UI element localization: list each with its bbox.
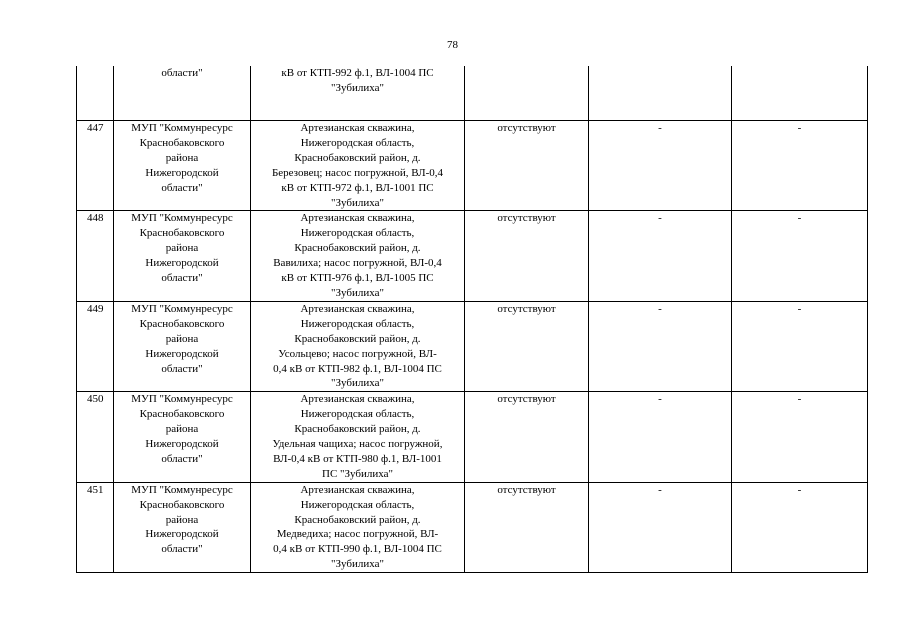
row-number: 449 bbox=[77, 301, 114, 391]
object-line: "Зубилиха" bbox=[331, 377, 384, 390]
organization-line: Нижегородской bbox=[145, 528, 219, 541]
status-cell: отсутствуют bbox=[465, 482, 589, 572]
object-line: 0,4 кВ от КТП-990 ф.1, ВЛ-1004 ПС bbox=[273, 543, 442, 556]
page-number: 78 bbox=[447, 39, 458, 51]
row-number: 448 bbox=[77, 211, 114, 301]
organization-line: области" bbox=[161, 181, 203, 194]
status-cell bbox=[465, 66, 589, 121]
status-cell: отсутствуют bbox=[465, 211, 589, 301]
organization-line: МУП "Коммунресурс bbox=[131, 393, 233, 406]
organization-cell bbox=[114, 121, 251, 211]
object-line: Нижегородская область, bbox=[300, 408, 415, 421]
organization-line: Краснобаковского bbox=[139, 136, 225, 149]
object-line: Нижегородская область, bbox=[300, 498, 415, 511]
object-cell bbox=[251, 392, 465, 482]
table-row bbox=[77, 211, 868, 301]
object-line: Вавилиха; насос погружной, ВЛ-0,4 bbox=[273, 257, 442, 270]
object-line: Артезианская скважина, bbox=[300, 302, 415, 315]
organization-line: Нижегородской bbox=[145, 166, 219, 179]
status-cell: отсутствуют bbox=[465, 301, 589, 391]
object-cell bbox=[251, 211, 465, 301]
object-cell bbox=[251, 482, 465, 572]
object-line: Удельная чащиха; насос погружной, bbox=[272, 438, 443, 451]
status-cell: отсутствуют bbox=[465, 121, 589, 211]
object-line: Артезианская скважина, bbox=[300, 393, 415, 406]
col5-cell: - bbox=[589, 392, 732, 482]
col6-cell: - bbox=[732, 392, 868, 482]
organization-line: МУП "Коммунресурс bbox=[131, 212, 233, 225]
object-line: Краснобаковский район, д. bbox=[294, 332, 421, 345]
organization-cell bbox=[114, 482, 251, 572]
col5-cell: - bbox=[589, 121, 732, 211]
object-line: кВ от КТП-976 ф.1, ВЛ-1005 ПС bbox=[281, 272, 434, 285]
object-line: "Зубилиха" bbox=[331, 286, 384, 299]
object-line: Артезианская скважина, bbox=[300, 212, 415, 225]
organization-cell bbox=[114, 301, 251, 391]
object-line: Медведиха; насос погружной, ВЛ- bbox=[276, 528, 439, 541]
row-number: 447 bbox=[77, 121, 114, 211]
row-number: 451 bbox=[77, 482, 114, 572]
organization-line: Нижегородской bbox=[145, 347, 219, 360]
registry-table-body bbox=[77, 66, 868, 573]
table-row bbox=[77, 301, 868, 391]
organization-line: района bbox=[165, 151, 199, 164]
organization-line: области" bbox=[161, 67, 203, 79]
organization-line: района bbox=[165, 332, 199, 345]
object-line: ПС "Зубилиха" bbox=[322, 467, 393, 480]
col5-cell: - bbox=[589, 301, 732, 391]
object-line: Нижегородская область, bbox=[300, 227, 415, 240]
object-line: кВ от КТП-992 ф.1, ВЛ-1004 ПС bbox=[281, 67, 434, 79]
registry-table bbox=[76, 66, 868, 573]
organization-line: Краснобаковского bbox=[139, 498, 225, 511]
table-row bbox=[77, 482, 868, 572]
object-line: ВЛ-0,4 кВ от КТП-980 ф.1, ВЛ-1001 bbox=[273, 452, 442, 465]
object-line: "Зубилиха" bbox=[331, 196, 384, 209]
organization-line: области" bbox=[161, 272, 203, 285]
col6-cell: - bbox=[732, 121, 868, 211]
object-line: Краснобаковский район, д. bbox=[294, 151, 421, 164]
organization-cell bbox=[114, 392, 251, 482]
organization-line: района bbox=[165, 513, 199, 526]
organization-line: Краснобаковского bbox=[139, 408, 225, 421]
object-line: Краснобаковский район, д. bbox=[294, 423, 421, 436]
object-line: 0,4 кВ от КТП-982 ф.1, ВЛ-1004 ПС bbox=[273, 362, 442, 375]
organization-line: Нижегородской bbox=[145, 438, 219, 451]
object-line: Краснобаковский район, д. bbox=[294, 242, 421, 255]
organization-line: области" bbox=[161, 362, 203, 375]
table-row bbox=[77, 121, 868, 211]
table-row-continuation bbox=[77, 66, 868, 121]
organization-line: района bbox=[165, 242, 199, 255]
object-line: кВ от КТП-972 ф.1, ВЛ-1001 ПС bbox=[281, 181, 434, 194]
object-line: "Зубилиха" bbox=[331, 558, 384, 571]
object-line: Артезианская скважина, bbox=[300, 483, 415, 496]
row-number bbox=[77, 66, 114, 121]
col6-cell: - bbox=[732, 301, 868, 391]
object-line: "Зубилиха" bbox=[331, 81, 384, 94]
organization-line: МУП "Коммунресурс bbox=[131, 122, 233, 134]
col6-cell: - bbox=[732, 482, 868, 572]
organization-line: МУП "Коммунресурс bbox=[131, 302, 233, 315]
status-cell: отсутствуют bbox=[465, 392, 589, 482]
organization-line: Нижегородской bbox=[145, 257, 219, 270]
object-line: Краснобаковский район, д. bbox=[294, 513, 421, 526]
organization-line: области" bbox=[161, 452, 203, 465]
object-line: Нижегородская область, bbox=[300, 136, 415, 149]
organization-line: МУП "Коммунресурс bbox=[131, 483, 233, 496]
object-line: Усольцево; насос погружной, ВЛ- bbox=[278, 347, 437, 360]
object-cell bbox=[251, 121, 465, 211]
row-number: 450 bbox=[77, 392, 114, 482]
col6-cell: - bbox=[732, 211, 868, 301]
table-row bbox=[77, 392, 868, 482]
organization-cell bbox=[114, 211, 251, 301]
col5-cell bbox=[589, 66, 732, 121]
organization-line: Краснобаковского bbox=[139, 317, 225, 330]
organization-line: Краснобаковского bbox=[139, 227, 225, 240]
object-line: Нижегородская область, bbox=[300, 317, 415, 330]
col6-cell bbox=[732, 66, 868, 121]
col5-cell: - bbox=[589, 211, 732, 301]
organization-line: района bbox=[165, 423, 199, 436]
object-line: Артезианская скважина, bbox=[300, 122, 415, 134]
col5-cell: - bbox=[589, 482, 732, 572]
object-cell bbox=[251, 301, 465, 391]
object-cell bbox=[251, 66, 465, 121]
organization-line: области" bbox=[161, 543, 203, 556]
organization-cell bbox=[114, 66, 251, 121]
object-line: Березовец; насос погружной, ВЛ-0,4 bbox=[271, 166, 444, 179]
